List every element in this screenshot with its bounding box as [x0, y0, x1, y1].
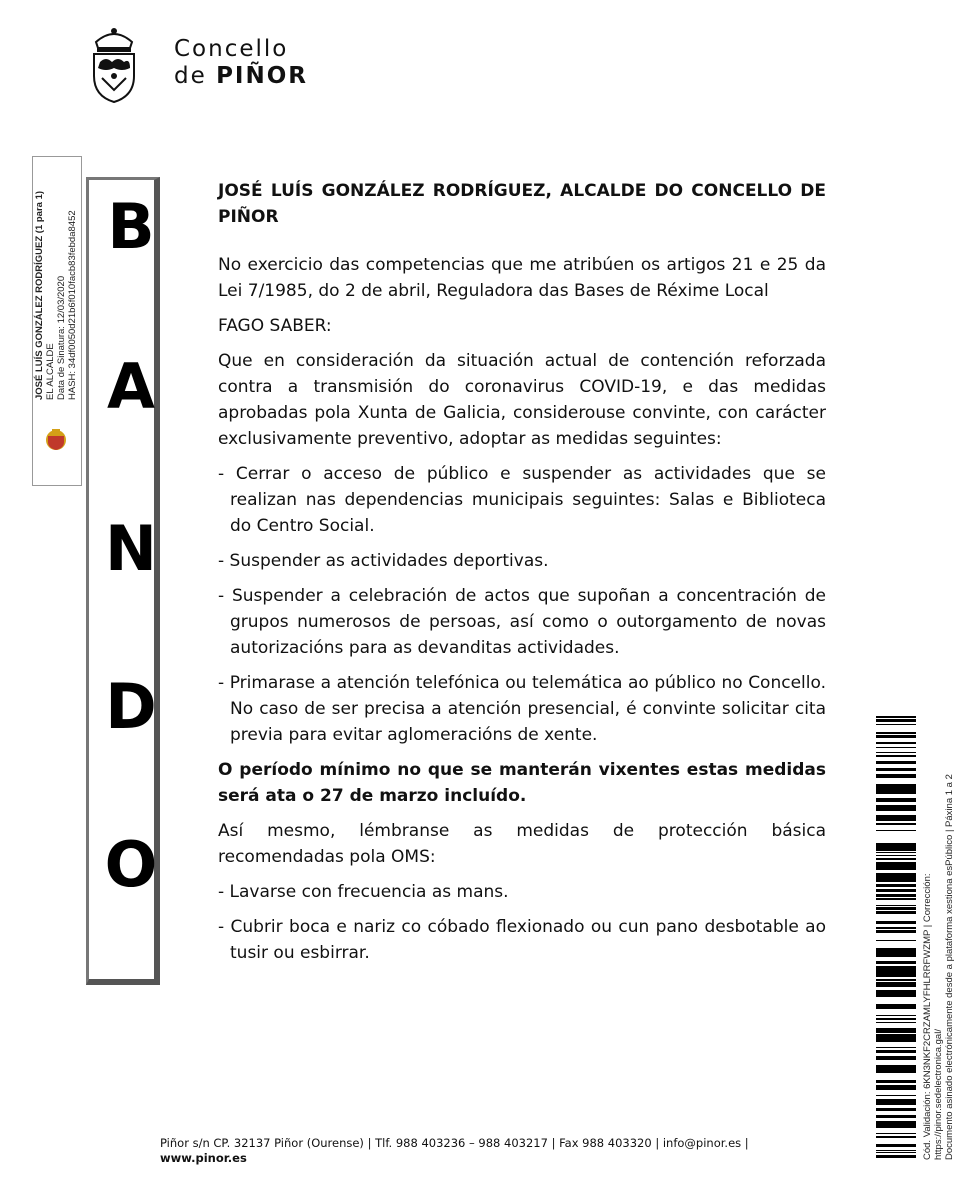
barcode-bar: [876, 719, 916, 721]
barcode-bar: [876, 1089, 916, 1090]
barcode-bar: [876, 969, 916, 972]
barcode-bar: [876, 823, 916, 825]
barcode-bar: [876, 808, 916, 810]
organization-name: [174, 36, 308, 90]
barcode-bar: [876, 844, 916, 846]
barcode-bar: [876, 974, 916, 977]
barcode-bar: [876, 1047, 916, 1048]
signature-crest-icon: [38, 428, 74, 452]
barcode-bar: [876, 1068, 916, 1071]
barcode-bar: [876, 755, 916, 756]
barcode-bar: [876, 992, 916, 995]
barcode-bar: [876, 966, 916, 969]
barcode-bar: [876, 1018, 916, 1020]
measure-item: - Cerrar o acceso de público e suspender as actividades que se realizan nas dependencias municipais seguintes: Salas e Biblioteca do Centro Social.: [218, 464, 826, 536]
bando-letter-a: A: [107, 350, 155, 423]
barcode-bar: [876, 995, 916, 997]
barcode-bar: [876, 1126, 916, 1128]
barcode-bar: [876, 1115, 916, 1118]
verification-barcode: [876, 716, 916, 1158]
barcode-bar: [876, 931, 916, 933]
measure-item: - Suspender as actividades deportivas.: [218, 551, 549, 571]
barcode-bar: [876, 774, 916, 776]
barcode-bar: [876, 1037, 916, 1040]
barcode-bar: [876, 830, 916, 831]
bando-letter-n: N: [105, 512, 157, 585]
barcode-bar: [876, 948, 916, 951]
barcode-bar: [876, 1144, 916, 1147]
signer-role: EL ALCALDE: [45, 343, 56, 400]
barcode-bar: [876, 1015, 916, 1016]
barcode-bar: [876, 863, 916, 865]
consideration-paragraph: Que en consideración da situación actual de contención reforzada contra a transmisión do coronavirus COVID-19, e das medidas aprobadas pola Xunta de Galicia, considerouse convinte, con carácter exclusivamente preventivo, adoptar as medidas seguintes:: [218, 351, 826, 449]
org-line-2-name: PIÑOR: [216, 63, 308, 89]
barcode-bar: [876, 843, 916, 844]
document-body: [218, 178, 826, 975]
barcode-bar: [876, 747, 916, 748]
fago-saber: FAGO SABER:: [218, 316, 332, 336]
barcode-bar: [876, 878, 916, 880]
barcode-bar: [876, 761, 916, 764]
barcode-bar: [876, 1080, 916, 1082]
document-title: JOSÉ LUÍS GONZÁLEZ RODRÍGUEZ, ALCALDE DO CONCELLO DE PIÑOR: [218, 181, 826, 227]
barcode-bar: [876, 898, 916, 900]
barcode-bar: [876, 768, 916, 771]
barcode-bar: [876, 1095, 916, 1096]
barcode-bar: [876, 1022, 916, 1023]
barcode-bar: [876, 927, 916, 929]
barcode-bar: [876, 912, 916, 913]
barcode-bar: [876, 1156, 916, 1157]
barcode-bar: [876, 1082, 916, 1083]
barcode-bar: [876, 1136, 916, 1137]
barcode-bar: [876, 855, 916, 856]
barcode-bar: [876, 1004, 916, 1006]
barcode-bar: [876, 732, 916, 734]
barcode-bar: [876, 873, 916, 875]
barcode-bar: [876, 1103, 916, 1105]
barcode-bar: [876, 1152, 916, 1153]
barcode-bar: [876, 785, 916, 788]
barcode-bar: [876, 1058, 916, 1060]
barcode-bar: [876, 810, 916, 811]
barcode-bar: [876, 973, 916, 974]
barcode-bar: [876, 858, 916, 860]
barcode-bar: [876, 1157, 916, 1158]
signature-date: Data de Sinatura: 12/03/2020: [56, 275, 67, 400]
bando-letter-d: D: [105, 670, 157, 743]
barcode-bar: [876, 852, 916, 853]
bando-letter-b: B: [107, 190, 155, 263]
barcode-bar: [876, 1121, 916, 1123]
footer-website: www.pinor.es: [160, 1151, 247, 1165]
barcode-bar: [876, 788, 916, 791]
barcode-bar: [876, 1028, 916, 1030]
barcode-bar: [876, 907, 916, 910]
barcode-bar: [876, 1085, 916, 1088]
bando-letter-o: O: [104, 828, 158, 901]
verification-line-1: Cód. Validación: 6KN3NKF2CRZAMLYFHLRRFWZMP | Corrección: https://pinor.sedelectronica.gal/: [922, 873, 944, 1160]
intro-paragraph: No exercicio das competencias que me atribúen os artigos 21 e 25 da Lei 7/1985, do 2 de abril, Reguladora das Bases de Réxime Local: [218, 255, 826, 301]
barcode-bar: [876, 1034, 916, 1037]
verification-line-2: Documento asinado electrónicamente desde a plataforma xestiona esPúblico | Páxina 1 a 2: [944, 774, 955, 1160]
oms-measure-item: - Lavarse con frecuencia as mans.: [218, 882, 509, 902]
barcode-bar: [876, 1124, 916, 1126]
measure-item: - Primarase a atención telefónica ou telemática ao público no Concello. No caso de ser precisa a atención presencial, é convinte solicitar cita previa para evitar aglomeracións de xente.: [218, 673, 826, 745]
org-line-1: Concello: [174, 36, 289, 62]
signer-name: JOSÉ LUÍS GONZÁLEZ RODRÍGUEZ (1 para 1): [34, 190, 45, 400]
barcode-bar: [876, 1108, 916, 1111]
barcode-bar: [876, 818, 916, 820]
oms-measure-item: - Cubrir boca e nariz co cóbado flexionado ou cun pano desbotable ao tusir ou esbirrar.: [218, 917, 826, 963]
barcode-bar: [876, 846, 916, 848]
barcode-bar: [876, 913, 916, 914]
barcode-bar: [876, 756, 916, 757]
barcode-bar: [876, 721, 916, 722]
signature-stamp-text: [34, 80, 78, 400]
barcode-bar: [876, 1065, 916, 1066]
barcode-bar: [876, 776, 916, 778]
barcode-bar: [876, 1006, 916, 1009]
verification-text: [922, 740, 955, 1160]
barcode-bar: [876, 905, 916, 906]
barcode-bar: [876, 1099, 916, 1100]
barcode-bar: [876, 805, 916, 806]
barcode-bar: [876, 880, 916, 882]
barcode-bar: [876, 724, 916, 725]
org-line-2-prefix: de: [174, 63, 217, 89]
concello-crest-logo: [84, 24, 144, 104]
footer-address: Piñor s/n CP. 32137 Piñor (Ourense) | Tlf. 988 403236 – 988 403217 | Fax 988 403320 | info@pinor.es |: [160, 1136, 749, 1150]
barcode-bar: [876, 930, 916, 931]
barcode-bar: [876, 1155, 916, 1156]
barcode-bar: [876, 1040, 916, 1042]
barcode-bar: [876, 1100, 916, 1102]
period-notice: O período mínimo no que se manterán vixentes estas medidas será ata o 27 de marzo incluído.: [218, 760, 826, 806]
barcode-bar: [876, 862, 916, 863]
barcode-bar: [876, 1102, 916, 1103]
barcode-bar: [876, 735, 916, 738]
oms-intro: Así mesmo, lémbranse as medidas de protección básica recomendadas pola OMS:: [218, 821, 826, 867]
barcode-bar: [876, 798, 916, 801]
barcode-bar: [876, 961, 916, 962]
barcode-bar: [876, 1056, 916, 1058]
barcode-bar: [876, 940, 916, 941]
barcode-bar: [876, 801, 916, 802]
barcode-bar: [876, 951, 916, 952]
barcode-bar: [876, 806, 916, 808]
barcode-bar: [876, 848, 916, 851]
barcode-bar: [876, 911, 916, 912]
barcode-bar: [876, 815, 916, 818]
signature-hash: HASH: 34df0050d21b6f010facb83febda8452: [67, 210, 78, 400]
barcode-bar: [876, 884, 916, 887]
barcode-bar: [876, 1050, 916, 1053]
barcode-bar: [876, 875, 916, 878]
barcode-bar: [876, 868, 916, 870]
barcode-bar: [876, 952, 916, 955]
barcode-bar: [876, 865, 916, 868]
barcode-bar: [876, 990, 916, 992]
measure-item: - Suspender a celebración de actos que supoñan a concentración de grupos numerosos de persoas, así como o outorgamento de novas autorizacións para as devanditas actividades.: [218, 586, 826, 658]
barcode-bar: [876, 889, 916, 892]
barcode-bar: [876, 820, 916, 821]
barcode-bar: [876, 752, 916, 753]
barcode-bar: [876, 962, 916, 964]
barcode-bar: [876, 972, 916, 973]
barcode-bar: [876, 742, 916, 744]
barcode-bar: [876, 921, 916, 924]
barcode-bar: [876, 716, 916, 718]
barcode-bar: [876, 955, 916, 957]
barcode-bar: [876, 1071, 916, 1073]
barcode-bar: [876, 1030, 916, 1033]
barcode-bar: [876, 982, 916, 985]
barcode-bar: [876, 985, 916, 987]
org-line-2: [174, 63, 308, 90]
barcode-bar: [876, 979, 916, 981]
barcode-bar: [876, 1123, 916, 1124]
barcode-bar: [876, 1133, 916, 1134]
barcode-bar: [876, 1150, 916, 1151]
barcode-bar: [876, 1066, 916, 1068]
page-footer: [160, 1136, 749, 1166]
barcode-bar: [876, 1137, 916, 1138]
barcode-bar: [876, 784, 916, 785]
barcode-bar: [876, 1088, 916, 1089]
barcode-bar: [876, 791, 916, 794]
barcode-bar: [876, 894, 916, 897]
